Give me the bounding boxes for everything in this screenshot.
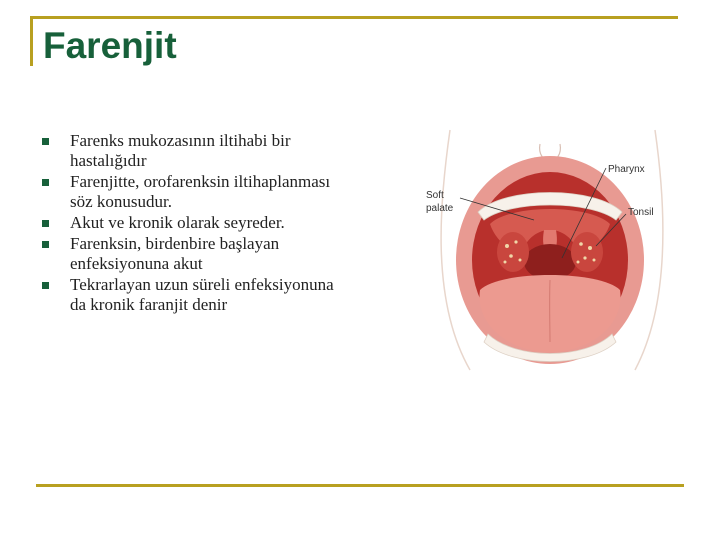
bullet-text: Farenjitte, orofarenksin iltihaplanması söz konusudur. bbox=[70, 172, 331, 211]
square-bullet-icon bbox=[42, 282, 49, 289]
soft-palate-label-line2: palate bbox=[426, 203, 454, 214]
bullet-item bbox=[40, 275, 340, 315]
bullet-text: Akut ve kronik olarak seyreder. bbox=[70, 213, 285, 232]
soft-palate-label-line1: Soft bbox=[426, 190, 444, 201]
bullet-text: Farenksin, birdenbire başlayan enfeksiyonuna akut bbox=[70, 234, 280, 273]
slide-title: Farenjit bbox=[43, 25, 177, 66]
square-bullet-icon bbox=[42, 138, 49, 145]
bullet-text: Farenks mukozasının iltihabi bir hastalığıdır bbox=[70, 131, 291, 170]
bullet-item bbox=[40, 172, 340, 212]
bullet-item bbox=[40, 234, 340, 274]
open-mouth-diagram bbox=[410, 120, 690, 380]
square-bullet-icon bbox=[42, 220, 49, 227]
square-bullet-icon bbox=[42, 179, 49, 186]
bullet-text: Tekrarlayan uzun süreli enfeksiyonuna da kronik faranjit denir bbox=[70, 275, 334, 314]
top-rule bbox=[30, 16, 678, 19]
pharynx-label: Pharynx bbox=[608, 164, 645, 175]
left-rule bbox=[30, 16, 33, 66]
tonsil-left-shape bbox=[497, 232, 529, 272]
square-bullet-icon bbox=[42, 241, 49, 248]
throat-illustration bbox=[410, 120, 690, 380]
bottom-rule bbox=[36, 484, 684, 487]
bullet-item bbox=[40, 131, 340, 171]
bullet-item bbox=[40, 213, 340, 233]
tonsil-right-shape bbox=[571, 232, 603, 272]
tonsil-label: Tonsil bbox=[628, 207, 654, 218]
bullet-list bbox=[40, 131, 340, 316]
